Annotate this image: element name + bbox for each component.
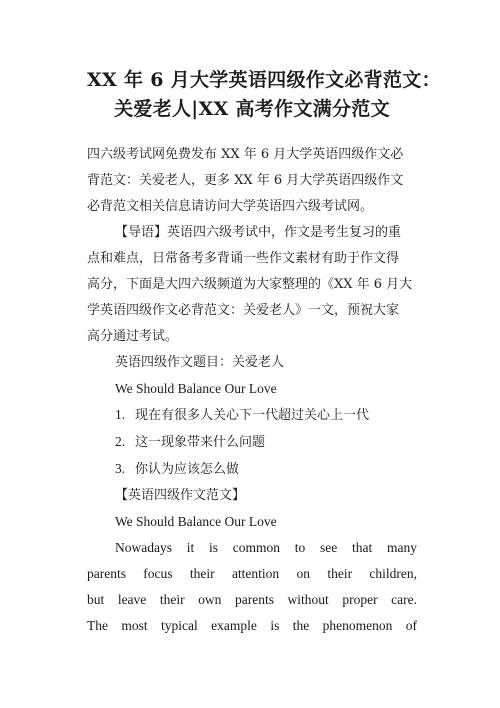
intro-paragraph: [87, 142, 417, 220]
essay-paragraph: [87, 535, 417, 639]
outline-point: [87, 456, 417, 483]
title-line-2: 关爱老人|XX 高考作文满分范文: [114, 98, 390, 120]
document-title: [87, 66, 441, 124]
section-label: 【英语四级作文范文】: [115, 488, 246, 503]
intro-line: 背范文：关爱老人，更多 XX 年 6 月大学英语四级作文: [87, 173, 404, 188]
outline-point: [87, 429, 417, 456]
outline-point-number: 1.: [115, 407, 126, 422]
guide-line: 学英语四级作文必背范文：关爱老人》一文，预祝大家: [87, 303, 400, 318]
outline-point: [87, 402, 417, 429]
essay-topic: 英语四级作文题目：关爱老人: [115, 355, 285, 370]
guide-line: 高分通过考试。: [87, 329, 179, 344]
guide-paragraph: [87, 220, 417, 350]
outline-point-text: 这一现象带来什么问题: [135, 435, 266, 450]
essay-line: but leave their own parents without proper care.: [87, 592, 417, 607]
guide-line: 【导语】英语四六级考试中，作文是考生复习的重: [115, 225, 402, 240]
english-title: We Should Balance Our Love: [115, 381, 277, 396]
intro-line: 四六级考试网免费发布 XX 年 6 月大学英语四级作文必: [87, 147, 404, 162]
english-title: We Should Balance Our Love: [115, 514, 277, 529]
outline-point-text: 你认为应该怎么做: [135, 462, 240, 477]
guide-line: 高分，下面是大四六级频道为大家整理的《XX 年 6 月大: [87, 277, 413, 292]
essay-line: parents focus their attention on their children,: [87, 566, 417, 581]
title-line-1: XX 年 6 月大学英语四级作文必背范文：: [87, 69, 441, 91]
outline-point-text: 现在有很多人关心下一代超过关心上一代: [135, 408, 370, 423]
document-body: [87, 142, 417, 639]
intro-line: 必背范文相关信息请访问大学英语四六级考试网。: [87, 199, 374, 214]
document-page: [87, 66, 441, 639]
guide-line: 点和难点，日常备考多背诵一些作文素材有助于作文得: [87, 251, 400, 266]
essay-line: The most typical example is the phenomenon of: [87, 618, 417, 633]
outline-point-number: 3.: [115, 461, 126, 476]
essay-line: Nowadays it is common to see that many: [115, 540, 417, 555]
outline-point-number: 2.: [115, 434, 126, 449]
